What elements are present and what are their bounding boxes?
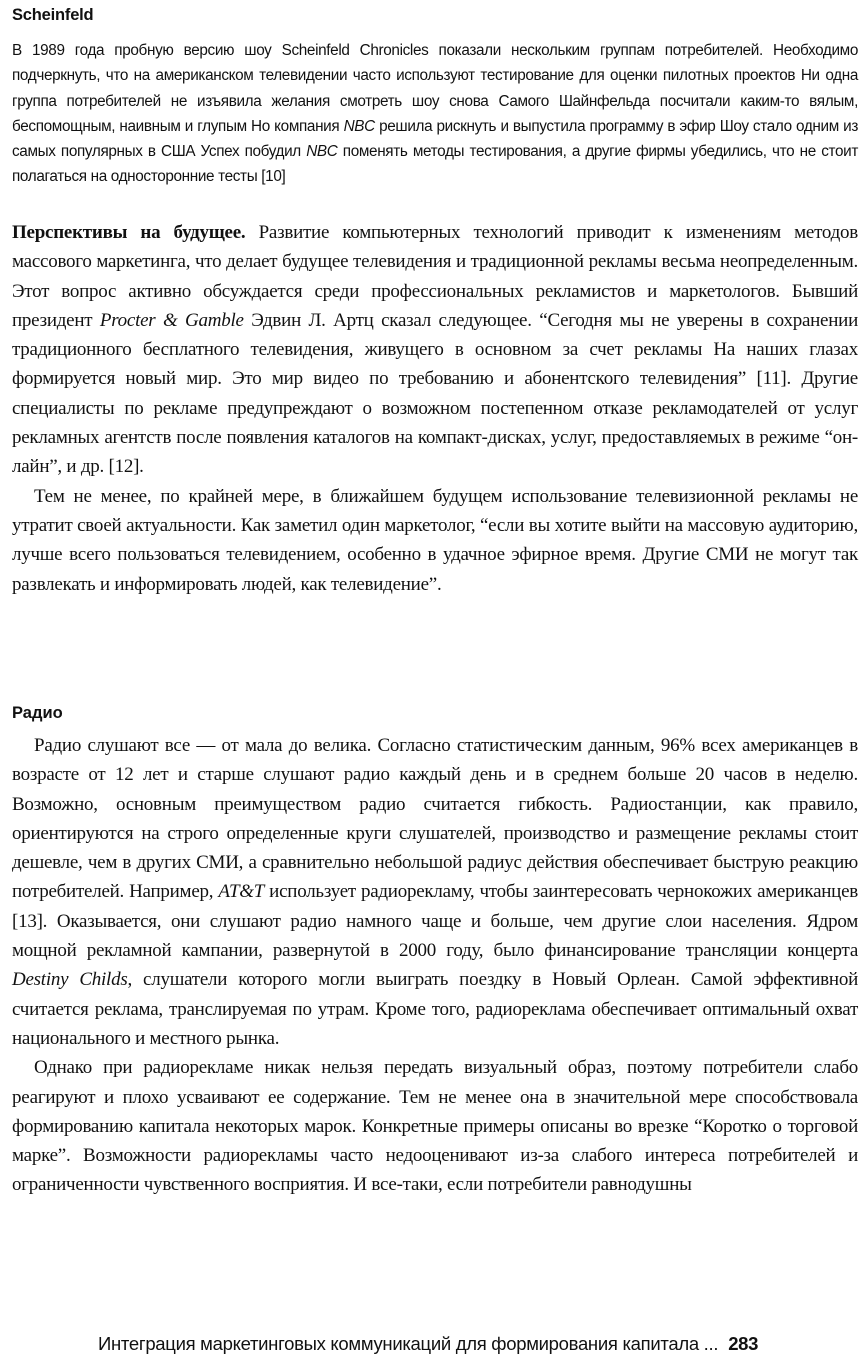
paragraph-text: использует радиорекламу, чтобы заинтересовать чернокожих американцев [13]. Оказывается, они слушают радио намного чаще и больше, чем другие слои населения. Ядром мощной рекламной кампании, развернутой в 2000 году, было финансирование трансляции концерта <box>12 881 858 962</box>
company-name-procter-gamble: Procter & Gamble <box>99 309 244 331</box>
page-number: 283 <box>728 1333 759 1354</box>
perspectives-lead: Перспективы на будущее. <box>12 222 246 243</box>
paragraph-text: Эдвин Л. Артц сказал следующее. “Сегодня мы не уверены в сохранении традиционного бесплатного телевидения, живущего в основном за счет рекламы На наших глазах формируется новый мир. Это мир видео по требованию и абонентского телевидения” [11]. Другие специалисты по рекламе предупреждают о возможном постепенном отказе рекламодателей от услуг рекламных агентств после появления каталогов на компакт-дисках, услуг, предоставляемых в режиме “он-лайн”, и др. [12]. <box>12 309 858 478</box>
sidebar-box-title: Scheinfeld <box>12 6 94 24</box>
running-title: Интеграция маркетинговых коммуникаций для формирования капитала ... <box>98 1333 719 1354</box>
sidebar-text-part: поменять методы тестирования, а другие фирмы убедились, что не стоит полагаться на односторонние тесты [10] <box>12 143 858 186</box>
paragraph-text: , слушатели которого могли выиграть поездку в Новый Орлеан. Самой эффективной считается реклама, транслируемая по утрам. Кроме того, радиореклама обеспечивает оптимальный охват национального и местного рынка. <box>12 969 858 1049</box>
radio-paragraph-1 <box>12 731 858 1053</box>
concert-name: Destiny Childs <box>12 969 128 991</box>
sidebar-text-part: В 1989 года пробную версию шоу Scheinfeld Chronicles показали нескольким группам потребителей. Необходимо подчеркнуть, что на американском телевидении часто используют тестирование для оценки пилотных проектов Ни одна группа потребителей не изъявила желания смотреть шоу снова Самого Шайнфельда посчитали каким-то вялым, беспомощным, наивным и глупым Но компания <box>12 42 858 135</box>
sidebar-text-part: решила рискнуть и выпустила программу в эфир Шоу стало одним из самых популярных в США Успех побудил <box>12 117 859 161</box>
radio-paragraph-2: Однако при радиорекламе никак нельзя передать визуальный образ, поэтому потребители слабо реагируют и плохо усваивают ее содержание. Тем не менее она в значительной мере способствовала формированию капитала некоторых марок. Конкретные примеры описаны во врезке “Коротко о торговой марке”. Возможности радиорекламы часто недооценивают из-за слабого интереса потребителей и ограниченности чувственного восприятия. И все-таки, если потребители равнодушны <box>12 1057 858 1196</box>
radio-section <box>12 731 858 1200</box>
section-heading-radio: Радио <box>12 704 63 722</box>
perspectives-section <box>12 218 858 599</box>
page-footer <box>98 1333 860 1355</box>
paragraph-text: Развитие компьютерных технологий приводит к изменениям методов массового маркетинга, что делает будущее телевидения и традиционной рекламы весьма неопределенным. Этот вопрос активно обсуждается среди профессиональных рекламистов и маркетологов. Бывший президент <box>12 222 858 331</box>
paragraph-text: Радио слушают все — от мала до велика. Согласно статистическим данным, 96% всех американцев в возрасте от 12 лет и старше слушают радио каждый день и в среднем больше 20 часов в неделю. Возможно, основным преимуществом радио считается гибкость. Радиостанции, как правило, ориентируются на строго определенные круги слушателей, производство и размещение рекламы стоит дешевле, чем в других СМИ, а сравнительно небольшой радиус действия обеспечивает быструю реакцию потребителей. Например, <box>12 735 858 903</box>
sidebar-box-text <box>12 38 858 190</box>
company-name-nbc: NBC <box>343 117 375 135</box>
perspectives-paragraph-2: Тем не менее, по крайней мере, в ближайшем будущем использование телевизионной рекламы не утратит своей актуальности. Как заметил один маркетолог, “если вы хотите выйти на массовую аудиторию, лучше всего пользоваться телевидением, особенно в удачное эфирное время. Другие СМИ не могут так развлекать и информировать людей, как телевидение”. <box>12 485 858 595</box>
company-name-nbc: NBC <box>306 143 338 161</box>
company-name-att: AT&T <box>218 881 265 903</box>
perspectives-paragraph-1 <box>12 218 858 482</box>
